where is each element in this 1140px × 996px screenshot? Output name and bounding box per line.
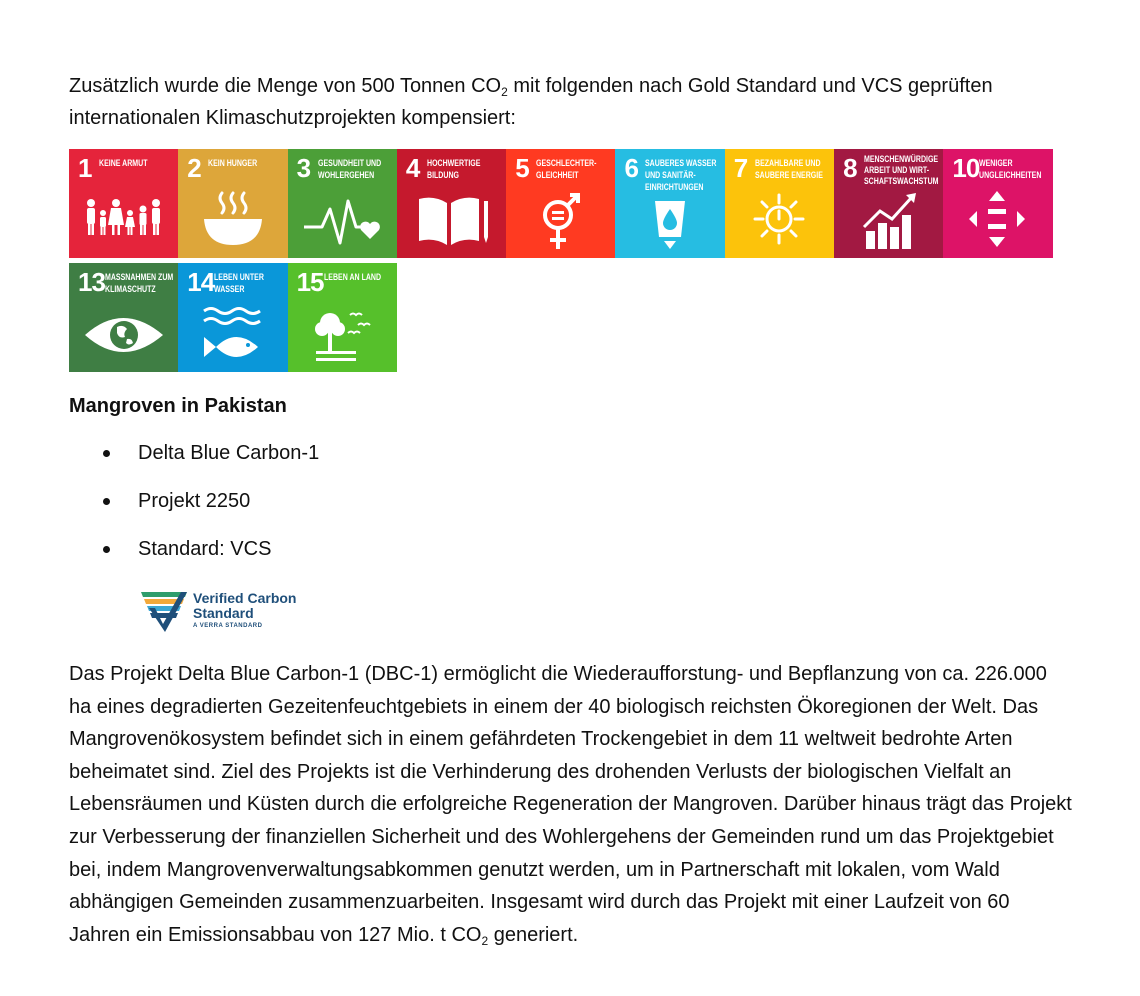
sdg-tile-8 — [834, 149, 943, 258]
co2-subscript: 2 — [501, 85, 508, 99]
vcs-logo-line3: A VERRA STANDARD — [193, 623, 263, 629]
sdg-tile-14 — [178, 263, 287, 372]
sdg-tile-15 — [288, 263, 397, 372]
gender-icon — [518, 187, 603, 253]
sdg-title: MASSNAHMEN ZUM KLIMASCHUTZ — [105, 272, 174, 294]
sdg-tile-10 — [943, 149, 1052, 258]
sdg-number: 5 — [515, 153, 529, 183]
sun-power-icon — [737, 187, 822, 253]
sdg-title: GESUNDHEIT UND WOHLERGEHEN — [317, 158, 381, 180]
vcs-logo — [141, 588, 311, 634]
family-icon — [81, 187, 166, 253]
project-details-list — [69, 438, 319, 582]
tree-birds-icon — [300, 301, 385, 367]
sdg-title: LEBEN AN LAND — [323, 272, 381, 282]
sdg-title: GESCHLECHTER-GLEICHHEIT — [536, 158, 597, 180]
intro-text-continued: mit folgenden nach Gold Standard und VCS geprüften internationalen Klimaschutzprojekten kompensiert: — [69, 75, 993, 129]
intro-paragraph — [69, 70, 1069, 134]
sdg-title: KEINE ARMUT — [99, 158, 148, 168]
sdg-tile-1 — [69, 149, 178, 258]
list-item-text: Projekt 2250 — [138, 490, 251, 512]
sdg-title: BEZAHLBARE UND SAUBERE ENERGIE — [754, 158, 823, 180]
bowl-icon — [190, 187, 275, 253]
bullet-icon — [103, 450, 110, 457]
bullet-icon — [103, 546, 110, 553]
co2-subscript: 2 — [481, 933, 489, 948]
list-item-text: Standard: VCS — [138, 538, 272, 560]
sdg-tile-5 — [506, 149, 615, 258]
description-text-end: generiert. — [488, 923, 579, 946]
intro-text: Zusätzlich wurde die Menge von 500 Tonnen CO — [69, 75, 502, 97]
list-item — [69, 486, 319, 516]
sdg-title: MENSCHENWÜRDIGE ARBEIT UND WIRT-SCHAFTSWACHSTUM — [864, 154, 939, 186]
list-item — [69, 534, 319, 564]
sdg-number: 10 — [952, 153, 980, 183]
sdg-title: SAUBERES WASSER UND SANITÄR-EINRICHTUNGEN — [645, 158, 717, 192]
book-icon — [409, 187, 494, 253]
fish-icon — [190, 301, 275, 367]
bullet-icon — [103, 498, 110, 505]
water-glass-icon — [627, 187, 712, 253]
sdg-tile-3 — [288, 149, 397, 258]
sdg-title: WENIGER UNGLEICHHEITEN — [979, 158, 1042, 180]
sdg-tile-6 — [615, 149, 724, 258]
sdg-title: HOCHWERTIGE BILDUNG — [426, 158, 481, 180]
sdg-number: 2 — [187, 153, 201, 183]
equality-arrows-icon — [955, 187, 1040, 253]
vcs-logo-line2: Standard — [193, 605, 254, 621]
sdg-title: KEIN HUNGER — [208, 158, 258, 168]
sdg-icon-grid — [69, 149, 1053, 372]
sdg-number: 14 — [187, 267, 215, 297]
sdg-title: LEBEN UNTER WASSER — [214, 272, 265, 294]
vcs-logo-mark-icon — [141, 590, 189, 634]
list-item — [69, 438, 319, 468]
earth-eye-icon — [81, 301, 166, 367]
project-description — [69, 658, 1074, 951]
sdg-number: 3 — [296, 153, 311, 183]
sdg-tile-4 — [397, 149, 506, 258]
sdg-number: 1 — [78, 153, 92, 183]
sdg-tile-13 — [69, 263, 178, 372]
sdg-number: 6 — [624, 153, 638, 183]
list-item-text: Delta Blue Carbon-1 — [138, 442, 320, 464]
vcs-logo-line1: Verified Carbon — [193, 590, 297, 606]
sdg-number: 13 — [78, 267, 105, 297]
description-text: Das Projekt Delta Blue Carbon-1 (DBC-1) ermöglicht die Wiederaufforstung- und Bepflanzung von ca. 226.000 ha eines degradierten Gezeitenfeuchtgebiets in einem der 40 biologisch reichsten Ökoregionen der Welt. Das Mangrovenökosystem befindet sich in einem gefährdeten Trockengebiet in dem 11 weltweit bedrohte Arten beheimatet sind. Ziel des Projekts ist die Verhinderung des drohenden Verlusts der biologischen Vielfalt an Lebensräumen und Küsten durch die erfolgreiche Regeneration der Mangroven. Darüber hinaus trägt das Projekt zur Verbesserung der finanziellen Sicherheit und des Wohlergehens der Gemeinden rund um das Projektgebiet bei, indem Mangrovenverwaltungsabkommen genutzt werden, um in Partnerschaft mit lokalen, vom Wald abhängigen Gemeinden zusammenzuarbeiten. Insgesamt wird durch das Projekt mit einer Laufzeit von 60 Jahren ein Emissionsabbau von 127 Mio. t CO — [69, 663, 1072, 946]
sdg-number: 8 — [843, 153, 857, 183]
sdg-number: 7 — [733, 153, 748, 183]
sdg-number: 15 — [296, 267, 324, 297]
growth-chart-icon — [846, 187, 931, 253]
section-title: Mangroven in Pakistan — [69, 395, 287, 417]
heartbeat-icon — [300, 187, 385, 253]
sdg-tile-2 — [178, 149, 287, 258]
sdg-number: 4 — [405, 153, 420, 183]
sdg-tile-7 — [725, 149, 834, 258]
